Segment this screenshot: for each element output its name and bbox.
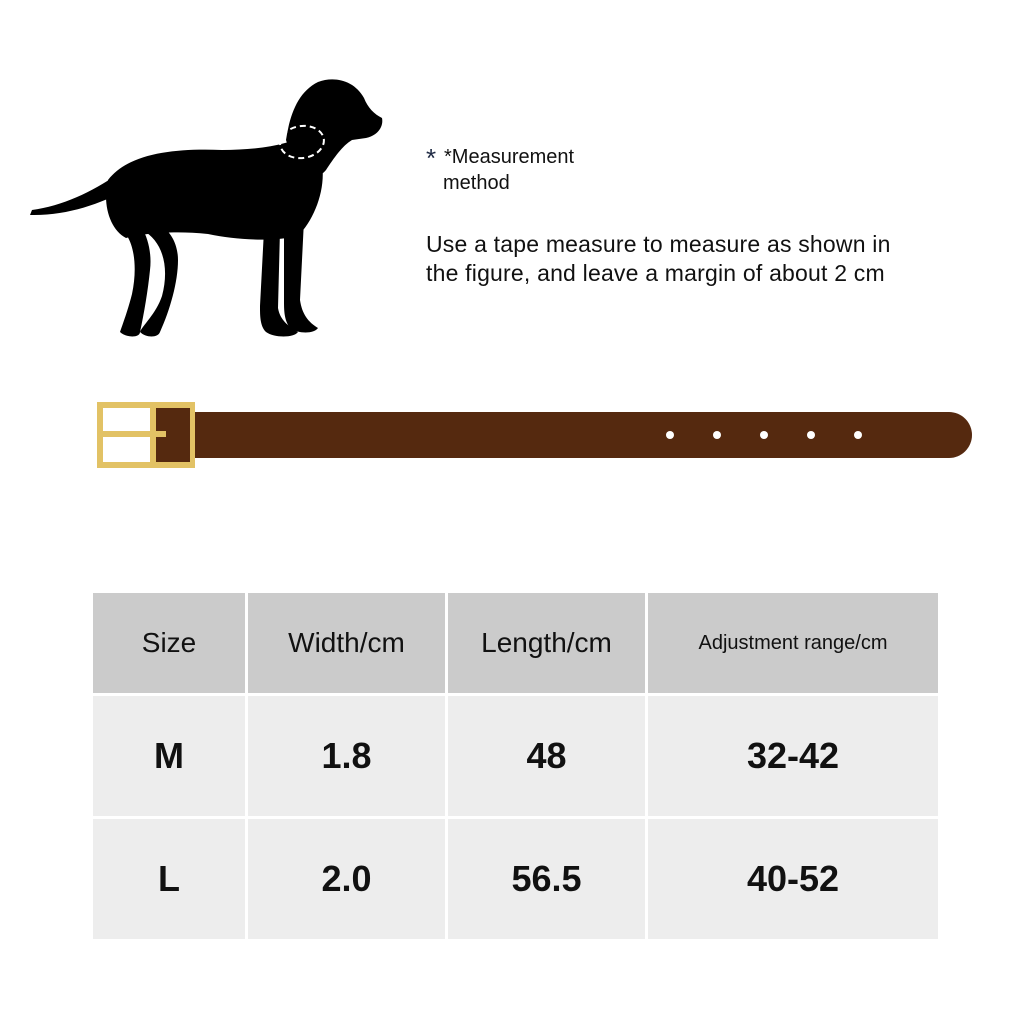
cell-length: 56.5 [447,818,647,941]
cell-length: 48 [447,695,647,818]
measurement-instruction [426,230,986,288]
collar-hole [666,431,674,439]
header-length: Length/cm [447,592,647,695]
cell-width: 1.8 [247,695,447,818]
size-table [90,590,941,942]
cell-size: L [92,818,247,941]
collar-hole [713,431,721,439]
measurement-method-title: *Measurement [444,146,575,168]
cell-width: 2.0 [247,818,447,941]
collar-hole [854,431,862,439]
dog-silhouette-icon [22,70,402,360]
table-row [92,818,940,941]
header-width: Width/cm [247,592,447,695]
collar-illustration [94,398,974,474]
buckle-icon [100,405,192,465]
asterisk-icon: * [426,143,437,173]
cell-adjustment-range: 32-42 [647,695,940,818]
cell-size: M [92,695,247,818]
collar-hole [807,431,815,439]
table-row [92,695,940,818]
instruction-line-1: Use a tape measure to measure as shown in [426,231,891,257]
instruction-line-2: the figure, and leave a margin of about 2 cm [426,260,885,286]
collar-strap [154,412,972,458]
dog-illustration [22,70,402,360]
measurement-method-subtitle: method [443,172,510,194]
cell-adjustment-range: 40-52 [647,818,940,941]
header-size: Size [92,592,247,695]
table-header-row [92,592,940,695]
header-adjustment-range: Adjustment range/cm [647,592,940,695]
collar-hole [760,431,768,439]
